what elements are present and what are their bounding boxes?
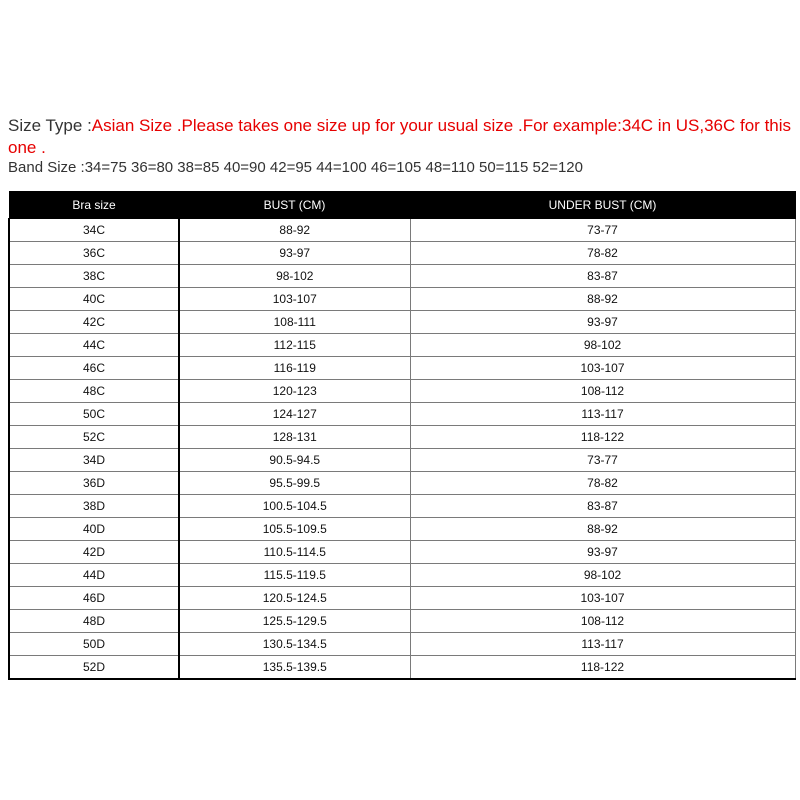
table-row [9, 495, 795, 518]
cell-bust: 103-107 [179, 288, 410, 311]
cell-bust: 135.5-139.5 [179, 656, 410, 680]
cell-bust: 93-97 [179, 242, 410, 265]
table-row [9, 587, 795, 610]
size-type-note [8, 115, 794, 159]
table-row [9, 380, 795, 403]
cell-under-bust: 118-122 [410, 426, 795, 449]
cell-under-bust: 113-117 [410, 633, 795, 656]
table-row [9, 472, 795, 495]
table-row [9, 242, 795, 265]
cell-bra-size: 52D [9, 656, 179, 680]
cell-under-bust: 108-112 [410, 380, 795, 403]
cell-bra-size: 46C [9, 357, 179, 380]
header-bra-size: Bra size [9, 192, 179, 219]
cell-under-bust: 83-87 [410, 265, 795, 288]
cell-under-bust: 103-107 [410, 587, 795, 610]
table-row [9, 541, 795, 564]
table-header-row [9, 192, 795, 219]
table-row [9, 449, 795, 472]
cell-bra-size: 34C [9, 219, 179, 242]
cell-bra-size: 48D [9, 610, 179, 633]
table-row [9, 265, 795, 288]
table-row [9, 610, 795, 633]
table-row [9, 656, 795, 680]
cell-bust: 110.5-114.5 [179, 541, 410, 564]
cell-bra-size: 42C [9, 311, 179, 334]
table-row [9, 334, 795, 357]
cell-under-bust: 98-102 [410, 334, 795, 357]
cell-bust: 124-127 [179, 403, 410, 426]
cell-bust: 88-92 [179, 219, 410, 242]
cell-bra-size: 34D [9, 449, 179, 472]
table-row [9, 357, 795, 380]
cell-bra-size: 44C [9, 334, 179, 357]
cell-under-bust: 93-97 [410, 311, 795, 334]
cell-under-bust: 73-77 [410, 449, 795, 472]
cell-under-bust: 98-102 [410, 564, 795, 587]
cell-bust: 105.5-109.5 [179, 518, 410, 541]
table-row [9, 219, 795, 242]
cell-bust: 128-131 [179, 426, 410, 449]
cell-under-bust: 118-122 [410, 656, 795, 680]
cell-bust: 95.5-99.5 [179, 472, 410, 495]
cell-bust: 120.5-124.5 [179, 587, 410, 610]
cell-bra-size: 50D [9, 633, 179, 656]
cell-under-bust: 83-87 [410, 495, 795, 518]
cell-bra-size: 48C [9, 380, 179, 403]
cell-under-bust: 73-77 [410, 219, 795, 242]
table-row [9, 564, 795, 587]
table-row [9, 426, 795, 449]
table-body [9, 219, 795, 680]
cell-bra-size: 36C [9, 242, 179, 265]
cell-under-bust: 78-82 [410, 242, 795, 265]
cell-under-bust: 113-117 [410, 403, 795, 426]
cell-bra-size: 36D [9, 472, 179, 495]
table-row [9, 311, 795, 334]
cell-bust: 120-123 [179, 380, 410, 403]
cell-bust: 98-102 [179, 265, 410, 288]
table-row [9, 518, 795, 541]
cell-bust: 108-111 [179, 311, 410, 334]
cell-bra-size: 50C [9, 403, 179, 426]
cell-bra-size: 38C [9, 265, 179, 288]
cell-bust: 116-119 [179, 357, 410, 380]
cell-bra-size: 46D [9, 587, 179, 610]
cell-bust: 125.5-129.5 [179, 610, 410, 633]
cell-bust: 115.5-119.5 [179, 564, 410, 587]
band-size-line: Band Size :34=75 36=80 38=85 40=90 42=95 44=100 46=105 48=110 50=115 52=120 [8, 159, 583, 176]
header-under-bust: UNDER BUST (CM) [410, 192, 795, 219]
cell-bust: 130.5-134.5 [179, 633, 410, 656]
cell-bra-size: 38D [9, 495, 179, 518]
cell-bra-size: 52C [9, 426, 179, 449]
table-row [9, 403, 795, 426]
cell-bust: 100.5-104.5 [179, 495, 410, 518]
cell-bra-size: 42D [9, 541, 179, 564]
cell-bra-size: 44D [9, 564, 179, 587]
cell-under-bust: 78-82 [410, 472, 795, 495]
header-bust: BUST (CM) [179, 192, 410, 219]
cell-under-bust: 88-92 [410, 288, 795, 311]
table-row [9, 288, 795, 311]
cell-under-bust: 88-92 [410, 518, 795, 541]
cell-under-bust: 108-112 [410, 610, 795, 633]
cell-under-bust: 103-107 [410, 357, 795, 380]
cell-under-bust: 93-97 [410, 541, 795, 564]
table-row [9, 633, 795, 656]
size-type-label: Size Type : [8, 116, 92, 135]
size-chart-table [8, 191, 796, 680]
cell-bust: 90.5-94.5 [179, 449, 410, 472]
size-type-warning: Asian Size .Please takes one size up for your usual size .For example:34C in US,36C for this one . [8, 116, 792, 157]
cell-bra-size: 40D [9, 518, 179, 541]
cell-bra-size: 40C [9, 288, 179, 311]
cell-bust: 112-115 [179, 334, 410, 357]
